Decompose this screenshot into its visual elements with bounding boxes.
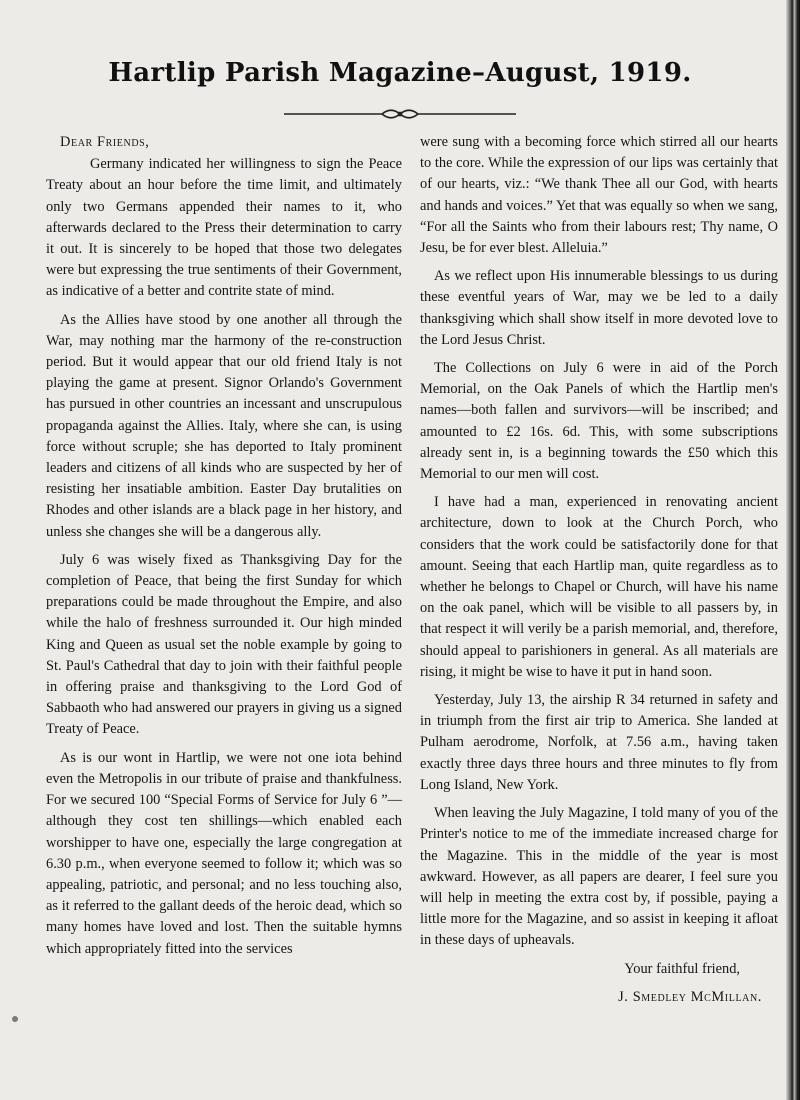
salutation: Dear Friends, bbox=[60, 134, 150, 150]
letter-column-left bbox=[46, 132, 402, 967]
ornament-rule-icon bbox=[284, 108, 516, 120]
issue-date: August, 1919. bbox=[485, 58, 692, 88]
ink-speck bbox=[12, 1016, 18, 1022]
paragraph: As is our wont in Hartlip, we were not one iota behind even the Metropolis in our tribute of praise and thankfulness. For we secured 100 “Special Forms of Service for July 6 ”—although they cost ten shillings—which enabled each worshipper to have one, especially the large congregation at 6.30 p.m., when everyone seemed to follow it; which was so appealing, patriotic, and personal; and no less touching also, as it referred to the gallant deeds of the heroic dead, which so many homes have loved and lost. Then the suitable hymns which appropriately fitted into the services bbox=[46, 749, 402, 957]
signature: J. Smedley McMillan. bbox=[618, 988, 762, 1005]
paragraph: As we reflect upon His innumerable blessings to us during these eventful years of War, may we be led to a daily thanksgiving which shall show itself in more devoted love to the Lord Jesus Christ. bbox=[420, 268, 778, 348]
paragraph: As the Allies have stood by one another all through the War, may nothing mar the harmony of the re-construction period. But it would appear that our old friend Italy is not playing the game at present. Signor Orlando's Government has pursued in other countries an incessant and unscrupulous propaganda against the Allies. Italy, where she can, is using force without scruple; she has deported to Italy prominent leaders and citizens of all kinds who are suspected by her of resisting her insatiable ambition. Easter Day brutalities on Rhodes and other islands are a black page in her history, and unless she changes she will be a dangerous ally. bbox=[46, 311, 402, 540]
closing-line: Your faithful friend, bbox=[624, 960, 740, 977]
paragraph-continued: were sung with a becoming force which stirred all our hearts to the core. While the expression of our lips was certainly that of our hearts, viz.: “We thank Thee all our God, with hearts and hands and voices.” Yet that was equally so when we sang, “For all the Saints who from their labours rest; Thy name, O Jesu, be for ever blest. Alleluia.” bbox=[420, 134, 778, 257]
paragraph: I have had a man, experienced in renovating ancient architecture, down to look at the Church Porch, who considers that the work could be satisfactorily done for that amount. Seeing that each Hartlip man, quite regardless as to whether he belongs to Chapel or Church, will have his name on the oak panel, which will be visible to all passers by, in that respect it will verily be a parish memorial, and, therefore, should appeal to parishioners in general. As all materials are rising, it might be wise to have it put in hand soon. bbox=[420, 494, 778, 680]
page-edge-strip bbox=[786, 0, 800, 1100]
magazine-title: Hartlip Parish Magazine bbox=[108, 58, 473, 88]
paragraph: Germany indicated her willingness to sign the Peace Treaty about an hour before the time limit, and ultimately only two Germans appended their names to it, who afterwards declared to the Press their determination to carry it out. It is sincerely to be hoped that those two delegates were but expressing the true sentiments of their Government, as indicative of a better and contrite state of mind. bbox=[46, 156, 402, 300]
paragraph: July 6 was wisely fixed as Thanksgiving Day for the completion of Peace, that being the first Sunday for which preparations could be made throughout the Empire, and also while the halo of freshness surrounded it. Our high minded King and Queen as usual set the noble example by going to St. Paul's Cathedral that day to join with their faithful people in offering praise and thanksgiving to the Lord God of Sabbaoth who had answered our prayers in giving us a signed Treaty of Peace. bbox=[46, 551, 402, 738]
letter-column-right bbox=[420, 132, 778, 1015]
masthead bbox=[40, 58, 760, 88]
paragraph: When leaving the July Magazine, I told many of you of the Printer's notice to me of the immediate increased charge for the Magazine. This in the middle of the year is most awkward. However, as all papers are dearer, I feel sure you will help in meeting the extra cost by, if possible, paying a little more for the Magazine, and so assist in keeping it afloat in these days of upheavals. bbox=[420, 805, 778, 949]
paragraph: Yesterday, July 13, the airship R 34 returned in safety and in triumph from the first air trip to America. She landed at Pulham aerodrome, Norfolk, at 7.56 a.m., having taken exactly three days three hours and three minutes to fly from Long Island, New York. bbox=[420, 692, 778, 793]
paragraph: The Collections on July 6 were in aid of the Porch Memorial, on the Oak Panels of which the Hartlip men's names—both fallen and survivors—will be inscribed; and amounted to £2 16s. 6d. This, with some subscriptions already sent in, is a beginning towards the £50 which this Memorial to our men will cost. bbox=[420, 360, 778, 483]
title-separator: – bbox=[472, 58, 486, 88]
